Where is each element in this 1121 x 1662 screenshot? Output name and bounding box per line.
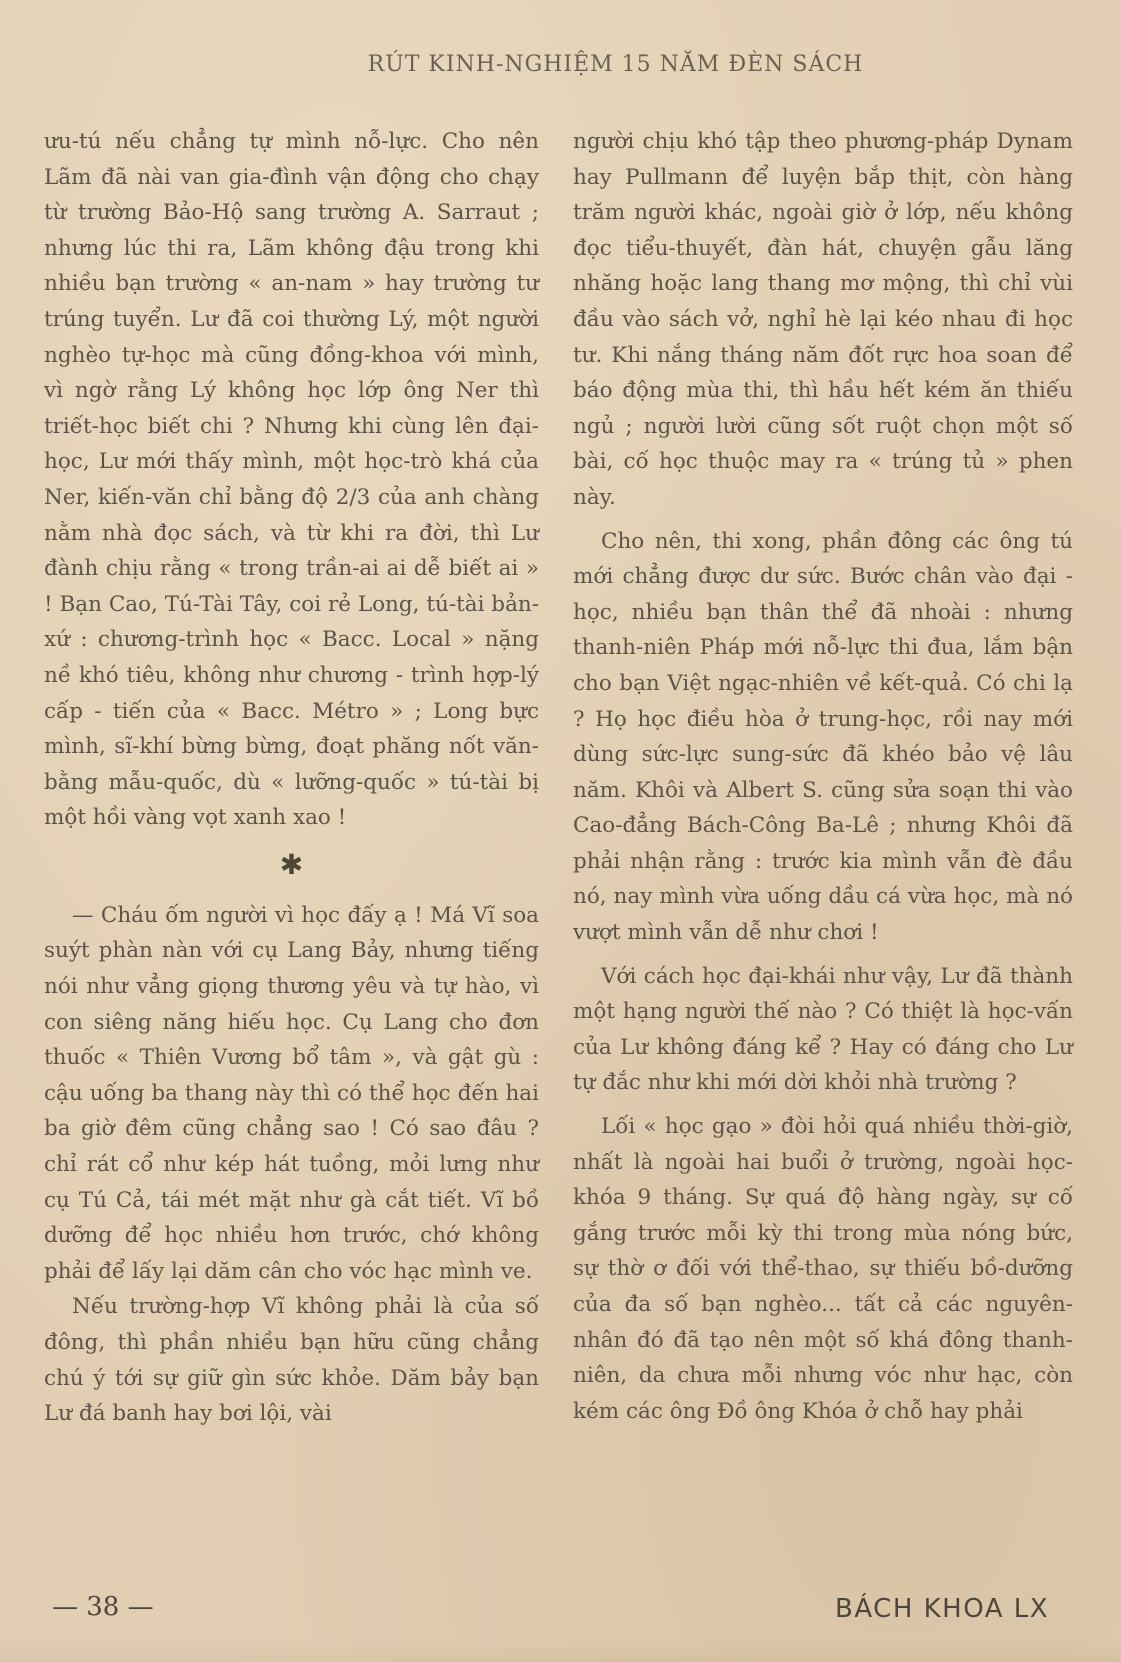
paragraph: Nếu trường-hợp Vĩ không phải là của số đông, thì phần nhiều bạn hữu cũng chẳng chú ý tới sự giữ gìn sức khỏe. Dăm bảy bạn Lư đá banh hay bơi lội, vài xyxy=(44,1294,539,1427)
paragraph: Cho nên, thi xong, phần đông các ông tú mới chẳng được dư sức. Bước chân vào đại - học, nhiều bạn thân thể đã nhoài : nhưng thanh-niên Pháp mới nỗ-lực thi đua, lắm bận cho bạn Việt ngạc-nhiên về kết-quả. Có chi lạ ? Họ học điều hòa ở trung-học, rồi nay mới dùng sức-lực sung-sức đã khéo bảo vệ lâu năm. Khôi và Albert S. cũng sửa soạn thi vào Cao-đẳng Bách-Công Ba-Lê ; nhưng Khôi đã phải nhận rằng : trước kia mình vẫn đè đầu nó, nay mình vừa uống dầu cá vừa học, mà nó vượt mình vẫn dễ như chơi ! xyxy=(573,528,1073,946)
running-title: RÚT KINH-NGHIỆM 15 NĂM ĐÈN SÁCH xyxy=(367,52,864,77)
paragraph: — Cháu ốm người vì học đấy ạ ! Má Vĩ soa suýt phàn nàn với cụ Lang Bảy, nhưng tiếng nói như vẳng giọng thương yêu và tự hào, vì con siêng năng hiếu học. Cụ Lang cho đơn thuốc « Thiên Vương bổ tâm », và gật gù : cậu uống ba thang này thì có thể học đến hai ba giờ đêm cũng chẳng sao ! Có sao đâu ? chỉ rát cổ như kép hát tuồng, mỏi lưng như cụ Tú Cả, tái mét mặt như gà cắt tiết. Vĩ bồ dưỡng để học nhiều hơn trước, chớ không phải để lấy lại dăm cân cho vóc hạc mình ve. xyxy=(44,902,539,1284)
magazine-name: BÁCH KHOA LX xyxy=(835,1594,1050,1624)
paragraph: người chịu khó tập theo phương-pháp Dynam hay Pullmann để luyện bắp thịt, còn hàng trăm người khác, ngoài giờ ở lớp, nếu không đọc tiểu-thuyết, đàn hát, chuyện gẫu lăng nhăng hoặc lang thang mơ mộng, thì chỉ vùi đầu vào sách vở, nghỉ hè lại kéo nhau đi học tư. Khi nắng tháng năm đốt rực hoa soan để báo động mùa thi, thì hầu hết kém ăn thiếu ngủ ; người lười cũng sốt ruột chọn một số bài, cố học thuộc may ra « trúng tủ » phen này. xyxy=(573,129,1073,510)
paper-edge xyxy=(0,1640,1121,1662)
paragraph: Lối « học gạo » đòi hỏi quá nhiều thời-giờ, nhất là ngoài hai buổi ở trường, ngoài học-khóa 9 tháng. Sự quá độ hàng ngày, sự cố gắng trước mỗi kỳ thi trong mùa nóng bức, sự thờ ơ đối với thể-thao, sự thiếu bồ-dưỡng của đa số bạn nghèo... tất cả các nguyên-nhân đó đã tạo nên một số khá đông thanh-niên, da chưa mỗi nhưng vóc như hạc, còn kém các ông Đồ ông Khóa ở chỗ hay phải xyxy=(573,1114,1073,1424)
paragraph: Với cách học đại-khái như vậy, Lư đã thành một hạng người thế nào ? Có thiệt là học-vấn của Lư không đáng kể ? Hay có đáng cho Lư tự đắc như khi mới dời khỏi nhà trường ? xyxy=(573,963,1073,1096)
left-column xyxy=(44,124,539,1432)
paragraph: ưu-tú nếu chẳng tự mình nỗ-lực. Cho nên Lãm đã nài van gia-đình vận động cho chạy từ trường Bảo-Hộ sang trường A. Sarraut ; nhưng lúc thi ra, Lãm không đậu trong khi nhiều bạn trường « an-nam » hay trường tư trúng tuyển. Lư đã coi thường Lý, một người nghèo tự-học mà cũng đồng-khoa với mình, vì ngờ rằng Lý không học lớp ông Ner thì triết-học biết chi ? Nhưng khi cùng lên đại-học, Lư mới thấy mình, một học-trò khá của Ner, kiến-văn chỉ bằng độ 2/3 của anh chàng nằm nhà đọc sách, và từ khi ra đời, thì Lư đành chịu rằng « trong trần-ai ai dễ biết ai » ! Bạn Cao, Tú-Tài Tây, coi rẻ Long, tú-tài bản-xứ : chương-trình học « Bacc. Local » nặng nề khó tiêu, không như chương - trình hợp-lý cấp - tiến của « Bacc. Métro » ; Long bực mình, sĩ-khí bừng bừng, đoạt phăng nốt văn-bằng mẫu-quốc, dù « lưỡng-quốc » tú-tài bị một hồi vàng vọt xanh xao ! xyxy=(44,129,539,831)
right-column xyxy=(573,124,1073,1429)
section-separator: ✱ xyxy=(279,847,304,881)
page-number: — 38 — xyxy=(52,1592,154,1622)
